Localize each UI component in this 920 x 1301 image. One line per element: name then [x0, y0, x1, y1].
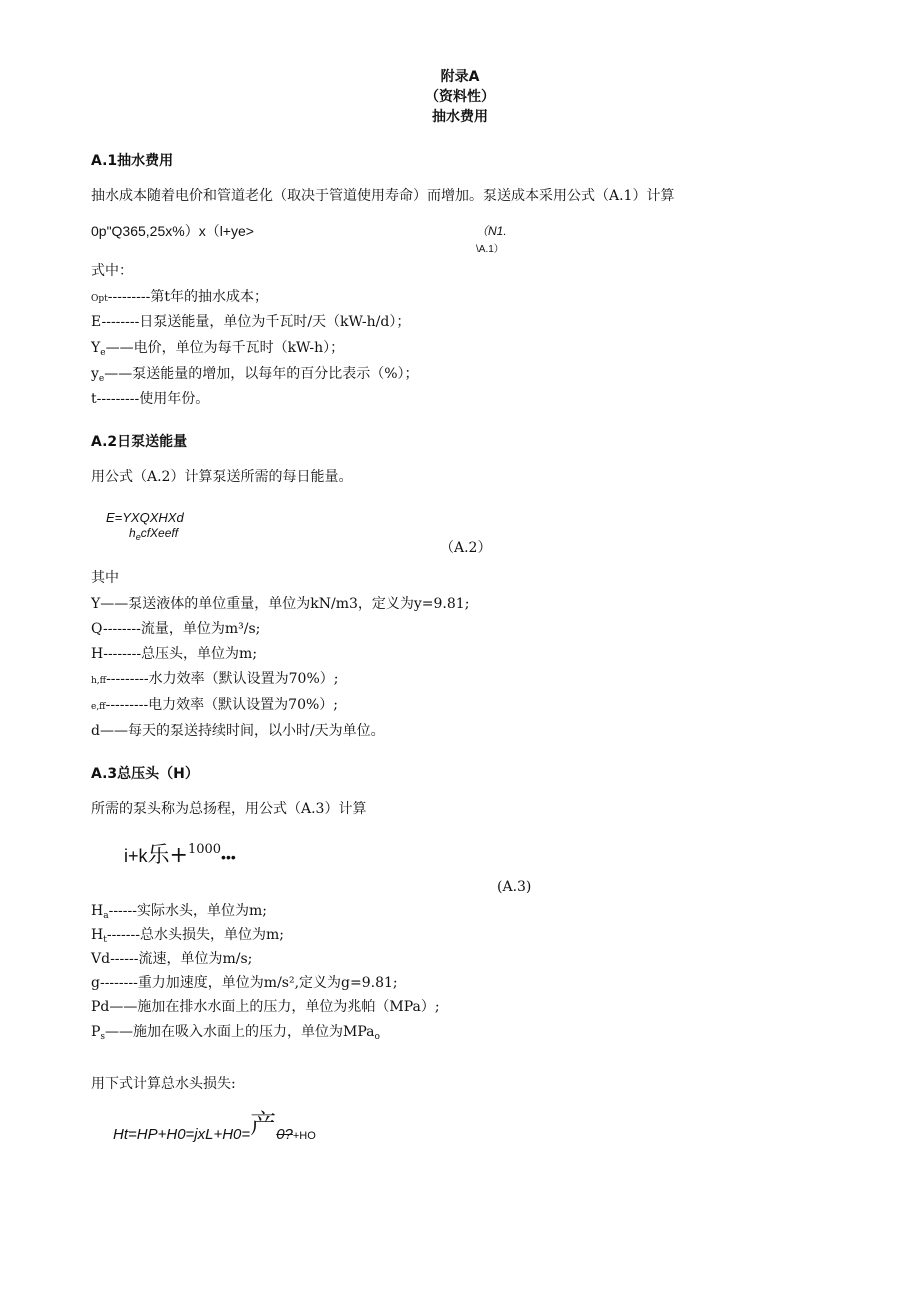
def-text: ---------电力效率（默认设置为70%）;: [105, 697, 339, 713]
formula-a3-part-d: •••: [221, 849, 236, 865]
def-text: ——施加在排水水面上的压力，单位为兆帕（MPa）;: [109, 999, 440, 1015]
def-subscript: s: [100, 1032, 106, 1042]
section-a2-title: A.2日泵送能量: [91, 434, 188, 450]
def-a1-2: [91, 337, 344, 358]
def-trailing-char: o: [374, 1032, 380, 1042]
section-a2-where: 其中: [91, 570, 119, 586]
def-symbol: H: [91, 927, 104, 943]
appendix-type: （资料性）: [425, 89, 495, 105]
def-a3-5: [91, 1021, 380, 1042]
eq-ref-a1-bottom: \A.1）: [476, 244, 504, 255]
def-symbol: E: [91, 314, 102, 330]
def-a2-1: [91, 618, 260, 638]
def-subscript: t: [103, 935, 107, 945]
section-a2-intro: 用公式（A.2）计算泵送所需的每日能量。: [91, 469, 353, 485]
eq-ref-a1-top: （N1.: [476, 224, 507, 238]
def-text: ——每天的泵送持续时间，以小时/天为单位。: [99, 723, 385, 739]
appendix-label: 附录A: [440, 69, 480, 85]
formula-a3: [124, 838, 236, 869]
def-a1-4: [91, 388, 209, 408]
headloss-formula-lhs: Ht=HP+H0=jxL+H0=: [113, 1126, 251, 1143]
def-a3-0: [91, 900, 267, 921]
section-a3-intro: 所需的泵头称为总扬程，用公式（A.3）计算: [91, 801, 367, 817]
def-text: --------日泵送能量，单位为千瓦时/天（kW-h/d）；: [101, 314, 411, 330]
def-text: ---------水力效率（默认设置为70%）;: [106, 671, 339, 687]
def-text: ——泵送液体的单位重量，单位为kN/m3，定义为y=9.81;: [100, 596, 470, 612]
section-a3-title: A.3总压头（H）: [91, 766, 199, 782]
def-symbol: h,ff: [91, 676, 107, 686]
def-symbol: d: [91, 723, 100, 739]
def-symbol: Q: [91, 621, 103, 637]
def-subscript: e: [100, 348, 106, 358]
formula-rest: cfXeeff: [140, 526, 179, 540]
def-a1-3: [91, 363, 419, 384]
section-a1-intro: 抽水成本随着电价和管道老化（取决于管道使用寿命）而增加。泵送成本采用公式（A.1）计算: [91, 188, 675, 204]
section-a1-title: A.1抽水费用: [91, 153, 174, 169]
def-text: ---------使用年份。: [96, 391, 210, 407]
formula-a2-numerator: E=YXQXHXd: [106, 510, 184, 525]
def-text: ------流速，单位为m/s;: [110, 951, 253, 967]
def-symbol: y: [91, 366, 99, 382]
def-text: ——泵送能量的增加，以每年的百分比表示（%）；: [104, 366, 419, 382]
def-symbol: Y: [91, 596, 101, 612]
def-symbol: Pd: [91, 999, 110, 1015]
eq-ref-a2: （A.2）: [440, 540, 492, 556]
def-a3-2: [91, 948, 252, 968]
def-symbol: g: [91, 975, 100, 991]
def-symbol: Opt: [91, 294, 108, 304]
def-text: --------总压头，单位为m;: [103, 646, 258, 662]
formula-h: h: [129, 526, 136, 540]
def-a3-4: [91, 996, 440, 1016]
headloss-formula-frac: 0?: [276, 1126, 293, 1143]
eq-ref-a3: (A.3): [497, 879, 532, 895]
def-a3-3: [91, 972, 398, 992]
def-a2-2: [91, 643, 257, 663]
def-a2-4: [91, 694, 338, 714]
def-subscript: e: [98, 374, 105, 384]
formula-a3-part-a: i+k: [124, 846, 148, 866]
def-symbol: H: [91, 646, 104, 662]
headloss-intro: 用下式计算总水头损失:: [91, 1076, 236, 1092]
headloss-formula-tail: +HO: [292, 1130, 316, 1142]
def-symbol: H: [91, 903, 104, 919]
appendix-title: 抽水费用: [432, 109, 488, 125]
def-text: ——电价，单位为每千瓦时（kW-h）；: [105, 340, 345, 356]
def-a1-0: [91, 286, 268, 306]
def-text: ------实际水头，单位为m;: [108, 903, 267, 919]
formula-a1: 0p"Q365,25x%）x（l+ye>: [91, 223, 254, 239]
def-a3-1: [91, 924, 284, 945]
def-symbol: Y: [91, 340, 101, 356]
def-a1-1: [91, 311, 410, 331]
def-symbol: P: [91, 1024, 101, 1040]
formula-a3-part-c: 1000: [187, 842, 222, 857]
headloss-formula: [113, 1104, 316, 1143]
def-text: --------重力加速度，单位为m/s²,定义为g=9.81;: [99, 975, 398, 991]
def-a2-3: [91, 668, 338, 688]
headloss-formula-symbol: 产: [250, 1110, 277, 1140]
def-text: ——施加在吸入水面上的压力，单位为MPa: [105, 1024, 375, 1040]
section-a1-where: 式中：: [91, 263, 133, 279]
def-text: -------总水头损失，单位为m;: [106, 927, 284, 943]
def-symbol: t: [91, 391, 97, 407]
def-text: --------流量，单位为m³/s;: [103, 621, 261, 637]
formula-a3-part-b: 乐+: [147, 843, 188, 868]
def-a2-0: [91, 593, 469, 613]
def-subscript: a: [103, 911, 109, 921]
formula-a2-denominator: [129, 526, 178, 542]
formula-sub: e: [135, 532, 141, 542]
def-text: ---------第t年的抽水成本；: [107, 289, 268, 305]
def-symbol: e,ff: [91, 702, 106, 712]
def-a2-5: [91, 720, 385, 740]
def-symbol: Vd: [91, 951, 111, 967]
